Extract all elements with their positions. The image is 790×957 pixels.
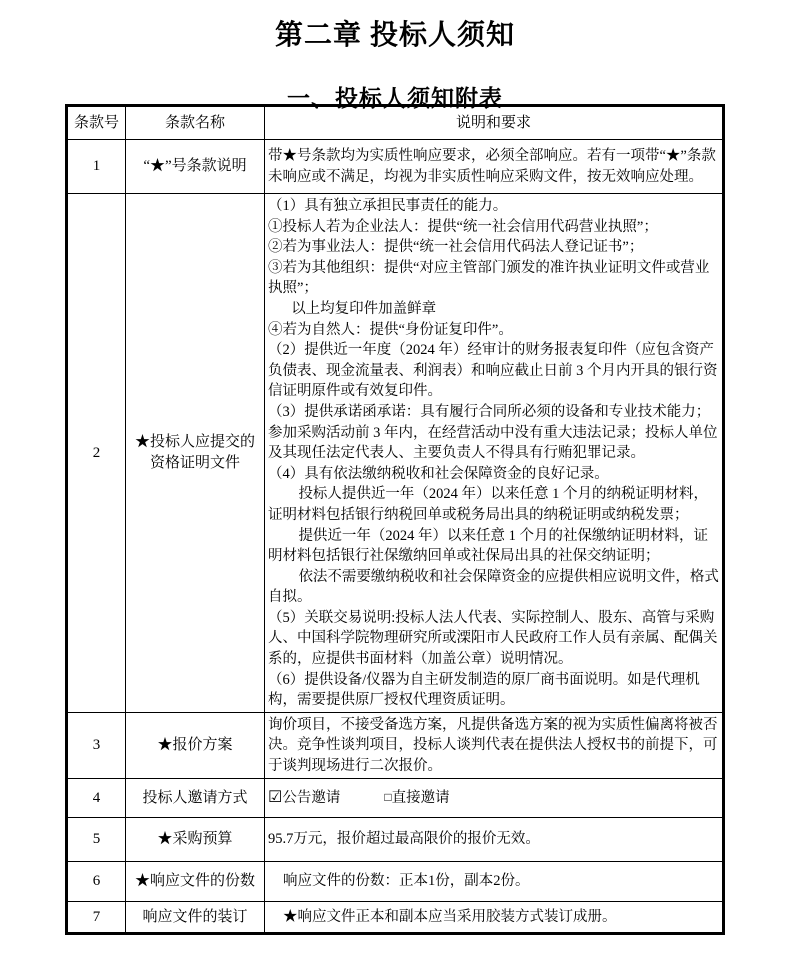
content-paragraph: （4）具有依法缴纳税收和社会保障资金的良好记录。 bbox=[268, 465, 609, 482]
content-paragraph: （5）关联交易说明:投标人法人代表、实际控制人、股东、高管与采购人、中国科学院物理研究所或溧阳市人民政府工作人员有亲属、配偶关系的，应提供书面材料（加盖公章）说明情况。 bbox=[268, 609, 718, 668]
checked-checkbox-icon: ☑ bbox=[268, 788, 283, 806]
clause-no: 1 bbox=[67, 140, 126, 194]
table-row-7 bbox=[67, 901, 724, 933]
clause-name: 投标人邀请方式 bbox=[126, 778, 265, 817]
clause-description bbox=[265, 140, 724, 194]
clause-name: ★报价方案 bbox=[126, 712, 265, 778]
option-label: 直接邀请 bbox=[391, 789, 450, 806]
section-title: 一、投标人须知附表 bbox=[287, 86, 503, 111]
content-paragraph: 带★号条款均为实质性响应要求，必须全部响应。若有一项带“★”条款未响应或不满足，均视为非实质性响应采购文件，按无效响应处理。 bbox=[268, 147, 716, 185]
clause-description bbox=[265, 712, 724, 778]
clause-no: 2 bbox=[67, 194, 126, 713]
content-paragraph: ②若为事业法人：提供“统一社会信用代码法人登记证书”； bbox=[268, 239, 644, 256]
clause-no: 7 bbox=[67, 901, 126, 933]
chapter-title: 第二章 投标人须知 bbox=[274, 20, 515, 51]
clause-description bbox=[265, 194, 724, 713]
clause-no: 3 bbox=[67, 712, 126, 778]
table-row-6 bbox=[67, 861, 724, 901]
content-paragraph: 投标人提供近一年（2024 年）以来任意 1 个月的纳税证明材料，证明材料包括银行纳税回单或税务局出具的纳税证明或纳税发票； bbox=[268, 486, 709, 523]
clause-name: ★投标人应提交的资格证明文件 bbox=[126, 194, 265, 713]
content-paragraph: ③若为其他组织：提供“对应主管部门颁发的准许执业证明文件或营业执照”； bbox=[268, 259, 710, 297]
clause-name: 响应文件的装订 bbox=[126, 901, 265, 933]
content-paragraph: 询价项目，不接受备选方案，凡提供备选方案的视为实质性偏离将被否决。竞争性谈判项目，投标人谈判代表在提供法人授权书的前提下，可于谈判现场进行二次报价。 bbox=[268, 716, 718, 775]
column-header-clause-no: 条款号 bbox=[67, 106, 126, 140]
table-row-5 bbox=[67, 817, 724, 861]
content-paragraph: 响应文件的份数：正本1份，副本2份。 bbox=[283, 873, 530, 890]
invitation-option-public bbox=[268, 788, 340, 809]
table-row-2 bbox=[67, 194, 724, 713]
clause-name: “★”号条款说明 bbox=[126, 140, 265, 194]
content-paragraph: （6）提供设备/仪器为自主研发制造的原厂商书面说明。如是代理机构，需要提供原厂授权代理资质证明。 bbox=[268, 671, 700, 709]
column-header-clause-name: 条款名称 bbox=[126, 106, 265, 140]
column-header-description: 说明和要求 bbox=[265, 106, 724, 140]
table-header-row bbox=[67, 106, 724, 140]
content-paragraph: （3）提供承诺函承诺：具有履行合同所必须的设备和专业技术能力；参加采购活动前 3 年内，在经营活动中没有重大违法记录；投标人单位及其现任法定代表人、主要负责人不得具有行贿犯罪记录。 bbox=[268, 403, 718, 462]
table-row-1 bbox=[67, 140, 724, 194]
clause-no: 4 bbox=[67, 778, 126, 817]
clause-description bbox=[265, 861, 724, 901]
clause-description bbox=[265, 778, 724, 817]
content-paragraph: （1）具有独立承担民事责任的能力。 bbox=[268, 198, 508, 214]
clause-name: ★响应文件的份数 bbox=[126, 861, 265, 901]
clause-description bbox=[265, 901, 724, 933]
content-paragraph: ④若为自然人：提供“身份证复印件”。 bbox=[268, 321, 513, 338]
content-paragraph: ★响应文件正本和副本应当采用胶装方式装订成册。 bbox=[283, 908, 617, 925]
table-row-3 bbox=[67, 712, 724, 778]
content-paragraph: ①投标人若为企业法人：提供“统一社会信用代码营业执照”； bbox=[268, 218, 658, 235]
clause-name: ★采购预算 bbox=[126, 817, 265, 861]
table-row-4 bbox=[67, 778, 724, 817]
clause-description bbox=[265, 817, 724, 861]
content-paragraph: 提供近一年（2024 年）以来任意 1 个月的社保缴纳证明材料，证明材料包括银行社保缴纳回单或社保局出具的社保交纳证明； bbox=[268, 527, 709, 565]
option-label: 公告邀请 bbox=[282, 789, 341, 806]
content-paragraph: 以上均复印件加盖鲜章 bbox=[291, 300, 437, 317]
invitation-option-direct bbox=[384, 788, 449, 809]
content-paragraph: 95.7万元，报价超过最高限价的报价无效。 bbox=[268, 831, 540, 848]
content-paragraph: 依法不需要缴纳税收和社会保障资金的应提供相应说明文件，格式自拟。 bbox=[268, 568, 719, 606]
clause-no: 5 bbox=[67, 817, 126, 861]
clause-no: 6 bbox=[67, 861, 126, 901]
unchecked-checkbox-icon: □ bbox=[384, 789, 392, 804]
bidder-notice-table bbox=[65, 104, 725, 935]
content-paragraph: （2）提供近一年度（2024 年）经审计的财务报表复印件（应包含资产负债表、现金流量表、利润表）和响应截止日前 3 个月内开具的银行资信证明原件或有效复印件。 bbox=[268, 342, 718, 400]
